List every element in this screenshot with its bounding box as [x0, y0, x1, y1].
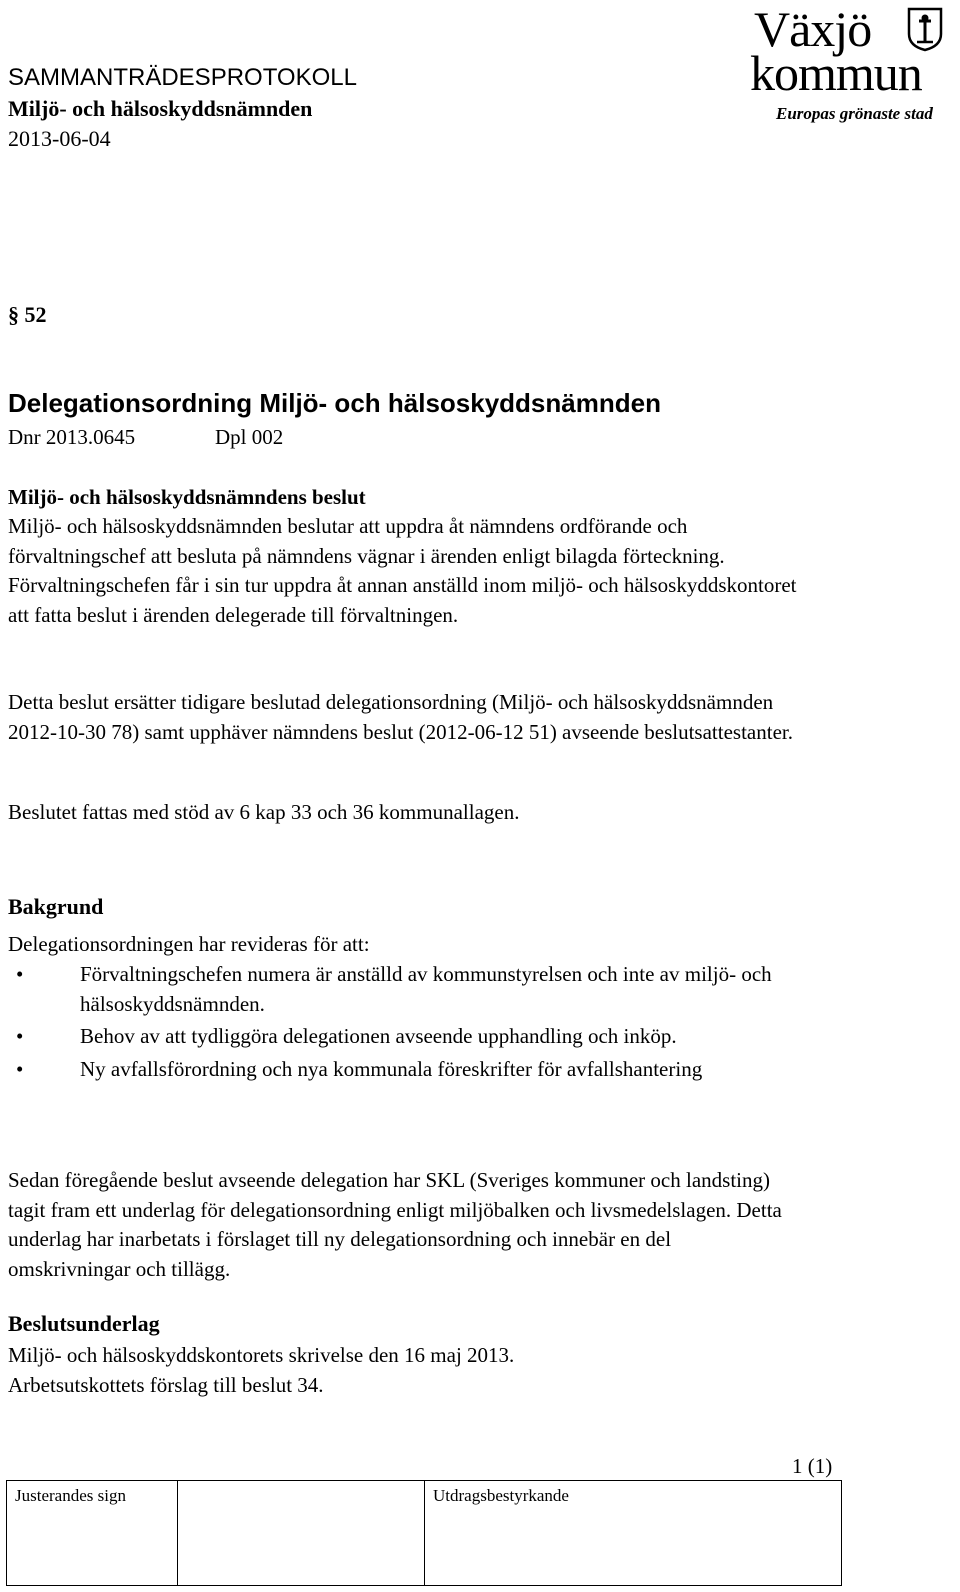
case-reference: [8, 423, 284, 451]
reasons-list: [8, 960, 798, 1087]
signature-table: [6, 1480, 842, 1586]
case-title: Delegationsordning Miljö- och hälsoskyddsnämnden: [8, 388, 661, 418]
list-item-text: Förvaltningschefen numera är anställd av kommunstyrelsen och inte av miljö- och hälsoskyddsnämnden.: [80, 962, 772, 1016]
meeting-date: 2013-06-04: [8, 126, 111, 151]
logo-tagline: Europas grönaste stad: [776, 104, 933, 123]
bullet-icon: •: [16, 1056, 24, 1081]
basis-text: [8, 1341, 798, 1400]
bullet-icon: •: [16, 1024, 24, 1048]
background-intro: Delegationsordningen har revideras för att:: [8, 932, 370, 956]
list-item: [8, 1055, 798, 1085]
city-crest-icon: [906, 6, 944, 52]
basis-line: Miljö- och hälsoskyddskontorets skrivelse den 16 maj 2013.: [8, 1343, 515, 1367]
paragraph-number-value: 52: [19, 302, 47, 327]
list-item-text: Ny avfallsförordning och nya kommunala föreskrifter för avfallshantering: [80, 1056, 703, 1081]
basis-heading: Beslutsunderlag: [8, 1311, 160, 1336]
background-heading: Bakgrund: [8, 894, 104, 919]
basis-line: Arbetsutskottets förslag till beslut 34.: [8, 1372, 324, 1397]
replaces-text: Detta beslut ersätter tidigare beslutad delegationsordning (Miljö- och hälsoskyddsnämnden 2012-10-30 78) samt upphäver nämndens beslut (2012-06-12 51) avseende beslutsattestanter.: [8, 690, 793, 744]
legal-basis-text: Beslutet fattas med stöd av 6 kap 33 och 36 kommunallagen.: [8, 800, 520, 824]
bullet-icon: •: [16, 962, 24, 986]
paragraph-number: § 52: [8, 302, 47, 327]
committee-name: Miljö- och hälsoskyddsnämnden: [8, 96, 313, 121]
document-type: SAMMANTRÄDESPROTOKOLL: [8, 64, 357, 91]
certification-cell: [425, 1481, 842, 1586]
certification-label: Utdragsbestyrkande: [433, 1486, 569, 1505]
signature-cell: [7, 1481, 178, 1586]
case-dnr: Dnr 2013.0645: [8, 425, 136, 449]
signature-label: Justerandes sign: [15, 1486, 126, 1505]
skl-text: Sedan föregående beslut avseende delegation har SKL (Sveriges kommuner och landsting) tagit fram ett underlag för delegationsordning enligt miljöbalken och livsmedelslagen. Detta underlag har inarbetats i förslaget till ny delegationsordning och innebär en del omskrivningar och tillägg.: [8, 1168, 782, 1281]
decision-text: Miljö- och hälsoskyddsnämnden beslutar att uppdra åt nämndens ordförande och förvaltningschef att besluta på nämndens vägnar i ärenden enligt bilagda förteckning. Förvaltningschefen får i sin tur uppdra åt annan anställd inom miljö- och hälsoskyddskontoret att fatta beslut i ärenden delegerade till förvaltningen.: [8, 514, 797, 627]
page-number: 1 (1): [792, 1454, 833, 1478]
list-item: [8, 1022, 798, 1052]
case-dpl: Dpl 002: [215, 425, 284, 449]
decision-heading: Miljö- och hälsoskyddsnämndens beslut: [8, 485, 366, 509]
logo-line-2: kommun: [750, 45, 922, 101]
vaxjo-kommun-logo: [750, 2, 960, 126]
list-item-text: Behov av att tydliggöra delegationen avseende upphandling och inköp.: [80, 1024, 677, 1048]
signature-cell-blank: [178, 1481, 425, 1586]
logo-line-1: Växjö: [754, 1, 872, 57]
list-item: [8, 960, 798, 1019]
